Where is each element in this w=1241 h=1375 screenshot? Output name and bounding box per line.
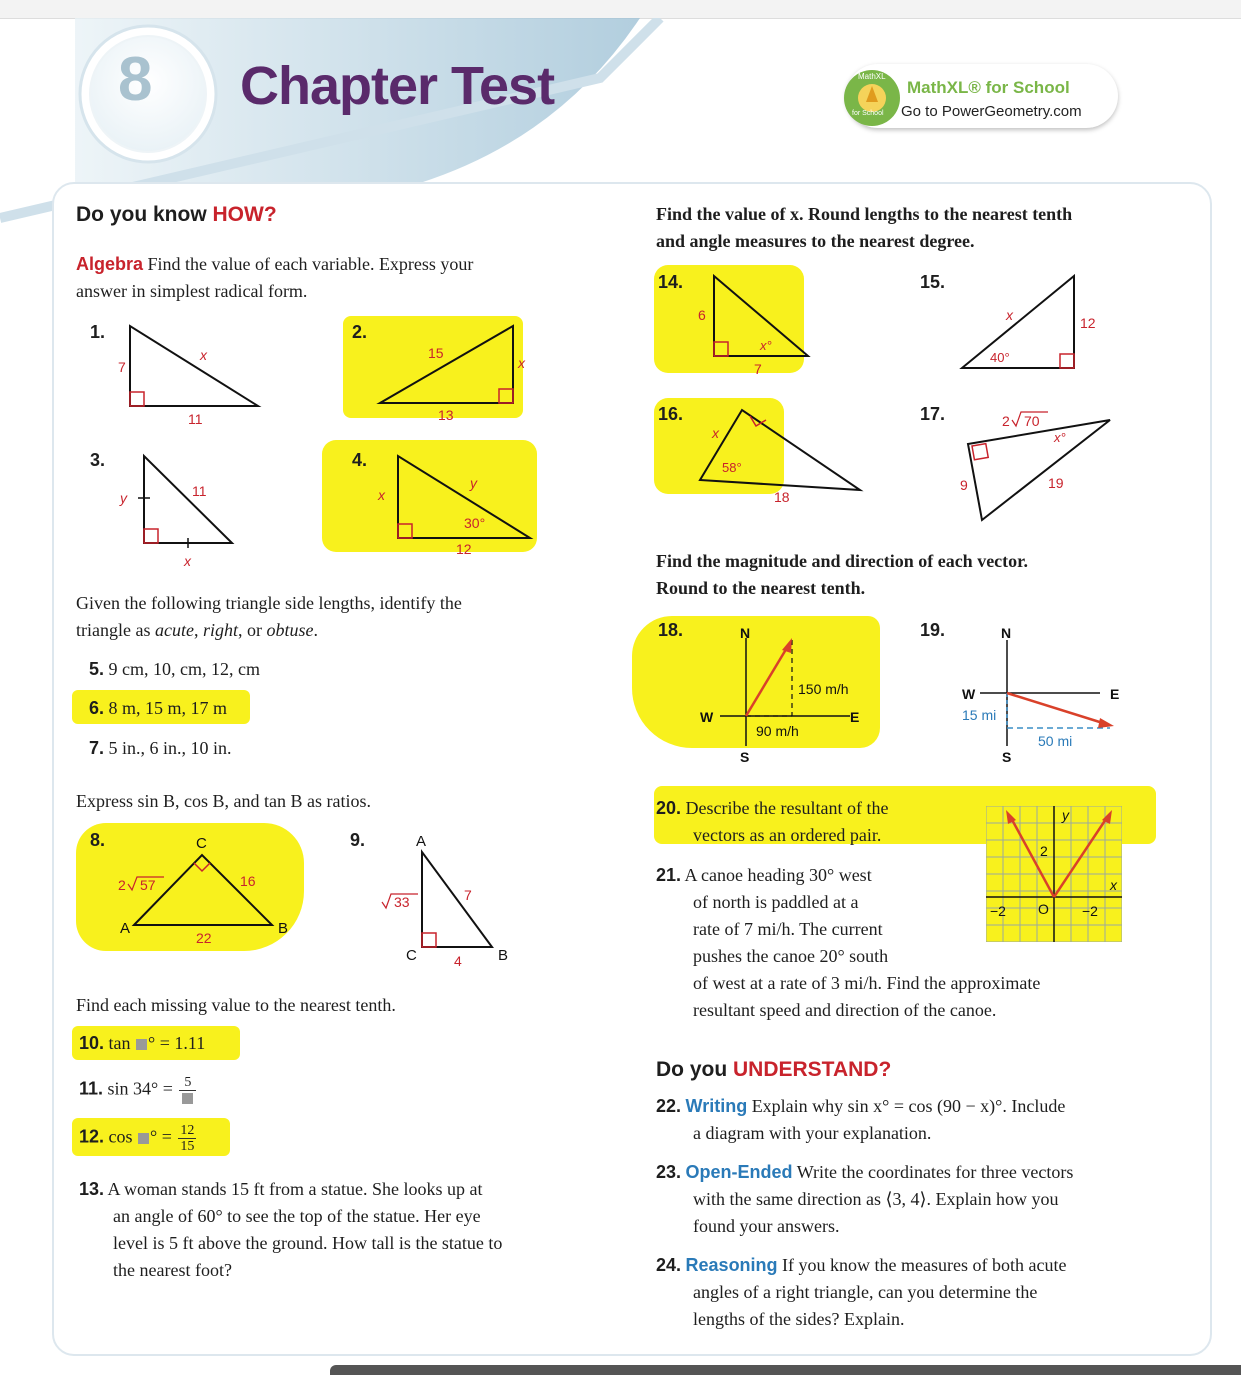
item-6-text: 8 m, 15 m, 17 m [108,698,228,718]
p20-line1: Describe the resultant of the [685,798,889,818]
item-5-text: 9 cm, 10, cm, 12, cm [108,659,260,679]
p4-label-y: y [470,475,477,491]
p1-label-h: x [200,347,207,363]
p19-N: N [1001,625,1012,641]
p2-number: 2. [352,322,368,342]
p11-numerator: 5 [179,1075,196,1091]
classify-line1: Given the following triangle side lengths, identify the [76,593,462,613]
p17-label-ang: x° [1054,430,1066,445]
p19-v2: 50 mi [1038,733,1073,749]
p1-label-b: 11 [188,411,203,427]
p12-pre: cos [108,1126,138,1147]
grid-zero: O [1038,901,1049,917]
p17-label-top: 70 [1024,413,1040,429]
p10-blank [136,1039,147,1050]
p16-triangle [690,398,870,508]
p18-S: S [740,749,750,765]
p9-label-C: C [406,947,417,964]
understand-prefix: Do you [656,1058,733,1081]
p16-number: 16. [658,404,684,424]
p17-top-coef: 2 [1002,413,1010,429]
p15-number: 15. [920,272,946,292]
p21-line3: rate of 7 mi/h. The current [693,919,883,939]
p15-label-ang: 40° [990,350,1010,365]
p24-line1: If you know the measures of both acute [782,1255,1067,1275]
item-7-number: 7. [89,738,105,758]
p23-label: Open-Ended [685,1162,793,1182]
p17-label-hyp: 19 [1048,475,1064,491]
p23-number: 23. [656,1162,682,1182]
p2-label-a: 15 [428,345,444,361]
item-6 [89,695,227,722]
grid-two: 2 [1040,843,1048,859]
p2-label-b: 13 [438,407,454,423]
find-x-line1: Find the value of x. Round lengths to the nearest tenth [656,204,1073,224]
p3-label-x: x [184,553,191,569]
p13-number: 13. [79,1179,105,1199]
p10-post: ° = 1.11 [148,1033,206,1053]
page-title: Chapter Test [240,56,555,116]
p14-triangle [690,268,820,378]
item-5-number: 5. [89,659,105,679]
p9-label-B: B [498,947,509,964]
p15-label-side: 12 [1080,315,1096,331]
p11-pre: sin 34° = [107,1078,178,1099]
p24-line3: lengths of the sides? Explain. [693,1309,905,1329]
p12 [79,1123,198,1154]
p8-left-coef: 2 [118,877,126,893]
p9-number: 9. [350,830,366,850]
p13-line4: the nearest foot? [113,1260,232,1280]
p22-label: Writing [685,1096,748,1116]
p11 [79,1075,198,1106]
p12-denominator: 15 [180,1139,195,1154]
grid-x: x [1110,877,1117,893]
p4-label-base: 12 [456,541,472,557]
p3-triangle [110,448,250,578]
p18-E: E [850,709,860,725]
p10 [79,1030,205,1057]
classify-sep2: , or [237,620,267,640]
classify-line2-pre: triangle as [76,620,155,640]
chapter-number: 8 [118,45,153,114]
p24 [656,1252,1176,1333]
classify-right: right [202,620,238,640]
p19-vector-diagram [950,618,1130,768]
p3-number: 3. [90,450,106,470]
p9-label-hyp: 7 [464,887,472,903]
p18-N: N [740,625,751,641]
p13-line1: A woman stands 15 ft from a statue. She looks up at [107,1179,483,1199]
algebra-text-line2: answer in simplest radical form. [76,281,308,301]
grid-neg2a: −2 [990,903,1006,919]
p9-triangle [370,830,530,970]
p20-line2: vectors as an ordered pair. [693,825,882,845]
bottom-edge [330,1365,1241,1375]
p19-E: E [1110,686,1120,702]
p16-label-ang: 58° [722,460,742,475]
p18-v2: 90 m/h [756,723,799,739]
p4-triangle [370,448,540,558]
p8-number: 8. [90,830,106,850]
p21 [656,862,1156,1024]
understand-em: UNDERSTAND? [733,1058,892,1081]
p21-line1: A canoe heading 30° west [684,865,872,885]
p22-number: 22. [656,1096,682,1116]
classify-sep1: , [193,620,203,640]
p12-numerator: 12 [180,1123,195,1138]
grid-y: y [1062,807,1069,823]
p13-line2: an angle of 60° to see the top of the statue. Her eye [113,1206,481,1226]
ratios-heading: Express sin B, cos B, and tan B as ratios. [76,791,371,811]
p19-S: S [1002,749,1012,765]
p9-label-A: A [416,833,427,850]
p17-triangle [950,398,1120,528]
mathxl-link[interactable]: Go to PowerGeometry.com [901,103,1082,120]
algebra-instructions [76,251,596,305]
p20-number: 20. [656,798,682,818]
algebra-text-line1: Find the value of each variable. Express your [147,254,474,274]
top-rule [0,0,1241,19]
p24-number: 24. [656,1255,682,1275]
p14-label-b: 7 [754,361,762,377]
vector-instructions [656,548,1176,602]
p18-W: W [700,709,714,725]
understand-heading [656,1058,891,1082]
p8-right-side: 16 [240,873,256,889]
item-5 [89,656,260,683]
vector-line1: Find the magnitude and direction of each vector. [656,551,1028,571]
p18-v1: 150 m/h [798,681,849,697]
p10-number: 10. [79,1033,105,1053]
p9-label-left: 33 [394,894,410,910]
p21-line6: resultant speed and direction of the canoe. [693,1000,997,1020]
item-7-text: 5 in., 6 in., 10 in. [108,738,232,758]
p16-label-hyp: 18 [774,489,790,505]
vector-line2: Round to the nearest tenth. [656,578,866,598]
p4-label-angle: 30° [464,515,486,531]
p8-left-side: 57 [140,877,156,893]
p15-label-x: x [1006,307,1013,323]
p23 [656,1159,1176,1240]
p1-number: 1. [90,322,106,342]
p22-line1: Explain why sin x° = cos (90 − x)°. Include [751,1096,1066,1116]
mathxl-badge-top: MathXL [858,72,886,81]
classify-obtuse: obtuse [266,620,314,640]
p1-triangle [110,318,270,428]
p9-label-base: 4 [454,953,462,969]
find-x-instructions [656,201,1176,255]
find-x-line2: and angle measures to the nearest degree. [656,231,975,251]
p4-number: 4. [352,450,368,470]
mathxl-badge-bottom: for School [852,110,884,117]
p15-triangle [950,268,1110,378]
p11-blank [182,1093,193,1104]
p8-label-C: C [196,835,207,852]
classify-instructions [76,590,596,644]
p2-label-c: x [518,355,525,371]
p13-line3: level is 5 ft above the ground. How tall is the statue to [113,1233,503,1253]
p10-pre: tan [108,1033,136,1053]
p17-label-left: 9 [960,477,968,493]
p21-line5: of west at a rate of 3 mi/h. Find the approximate [693,973,1041,993]
p24-label: Reasoning [685,1255,778,1275]
p3-label-y: y [120,490,127,506]
p14-label-ang: x° [760,338,772,353]
item-6-number: 6. [89,698,105,718]
p23-line3: found your answers. [693,1216,840,1236]
p1-label-a: 7 [118,359,126,375]
p8-label-B: B [278,920,289,937]
p21-line4: pushes the canoe 20° south [693,946,889,966]
item-7 [89,735,232,762]
p14-label-a: 6 [698,307,706,323]
p4-label-x: x [378,487,385,503]
classify-end: . [313,620,318,640]
p22-line2: a diagram with your explanation. [693,1123,932,1143]
p11-number: 11. [79,1078,104,1099]
how-heading [76,203,277,227]
how-heading-prefix: Do you know [76,203,213,226]
p12-blank [138,1133,149,1144]
p3-label-a: 11 [192,483,207,499]
p13 [79,1176,599,1284]
p17-number: 17. [920,404,946,424]
p14-number: 14. [658,272,684,292]
grid-neg2b: −2 [1082,903,1098,919]
p2-triangle [370,318,530,428]
p16-label-x: x [712,425,719,441]
how-heading-em: HOW? [212,203,277,226]
p18-number: 18. [658,620,684,640]
p21-line2: of north is paddled at a [693,892,859,912]
mathxl-label: MathXL® for School [907,78,1070,97]
p19-v1: 15 mi [962,707,997,723]
p24-line2: angles of a right triangle, can you determine the [693,1282,1038,1302]
p19-number: 19. [920,620,946,640]
p22 [656,1093,1176,1147]
algebra-label: Algebra [76,254,144,274]
p20 [656,795,956,849]
classify-acute: acute [154,620,194,640]
missing-heading: Find each missing value to the nearest tenth. [76,995,396,1015]
p12-post: ° = [150,1126,177,1147]
p8-base: 22 [196,930,212,946]
p12-number: 12. [79,1126,105,1147]
p18-vector-diagram [690,618,880,768]
p21-number: 21. [656,865,682,885]
p8-triangle [110,830,300,950]
p23-line2: with the same direction as ⟨3, 4⟩. Explain how you [693,1189,1059,1209]
p19-W: W [962,686,976,702]
p8-label-A: A [120,920,131,937]
p23-line1: Write the coordinates for three vectors [796,1162,1074,1182]
